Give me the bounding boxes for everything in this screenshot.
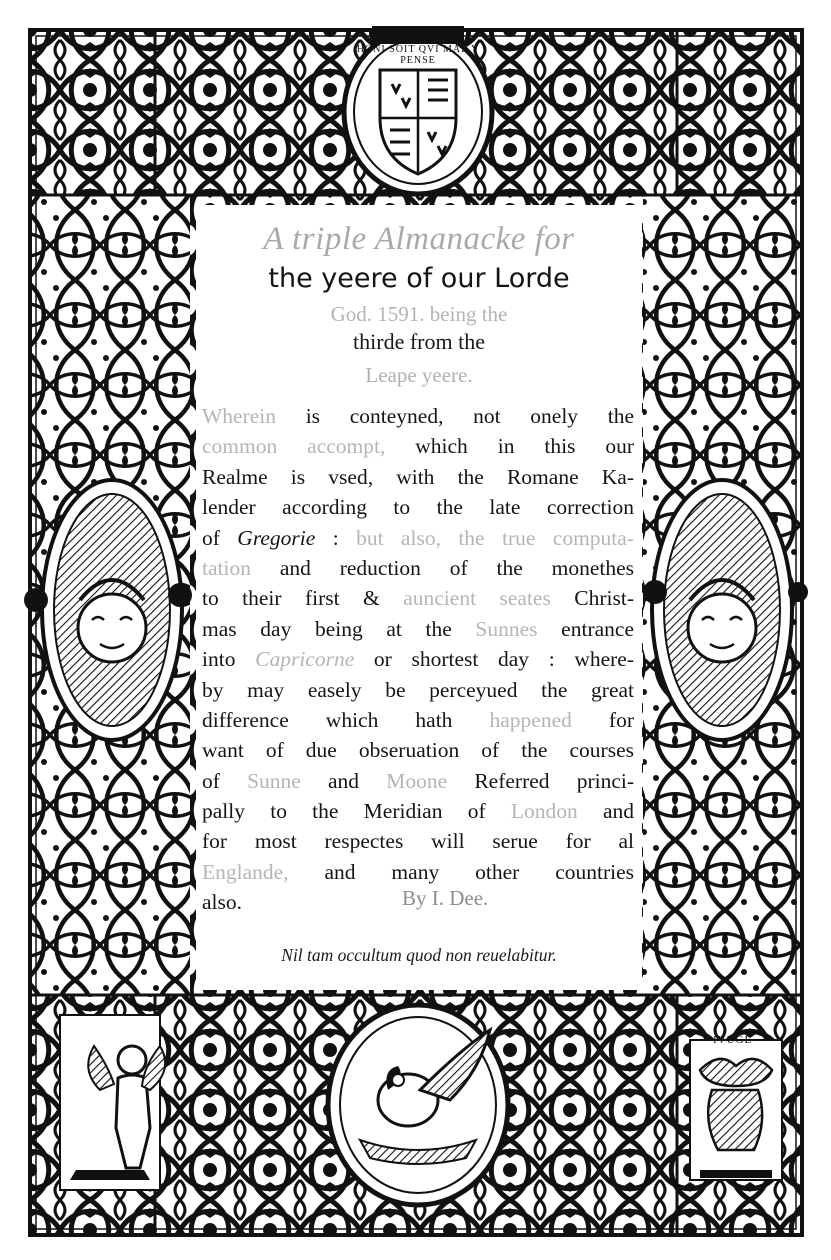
body-text-run: want of due obseruation of the courses — [202, 738, 634, 763]
title-line-5: Leape yeere. — [365, 363, 473, 387]
body-line — [202, 614, 634, 644]
body-text-run: Englande, — [202, 859, 289, 884]
body-text-run: tation — [202, 555, 251, 580]
body-text-run: which in this our — [385, 434, 634, 459]
body-text-run: into — [202, 647, 256, 672]
body-text-run: Realme is vsed, with the Romane Ka- — [202, 464, 634, 489]
body-text-run: happened — [489, 707, 572, 732]
body-text-run: : — [315, 525, 357, 550]
crest-motto: HONI SOIT QVI MAL Y PENSE — [356, 44, 480, 66]
title-line-4: thirde from the — [353, 329, 485, 354]
cherub-panel — [60, 1015, 165, 1190]
body-text-run: to their first & — [202, 586, 404, 611]
body-line — [202, 826, 634, 856]
body-line — [202, 644, 634, 674]
body-text-run: and reduction of the monethes — [250, 555, 634, 580]
body-line — [202, 523, 634, 553]
body-text-run: Sunne — [247, 768, 301, 793]
body-line — [202, 857, 634, 887]
emblem-label: IVUGE — [713, 1034, 753, 1046]
body-text-run: Sunnes — [475, 616, 538, 641]
body-text-run: is conteyned, not onely the — [276, 404, 634, 428]
body-line — [202, 796, 634, 826]
body-line — [202, 766, 634, 796]
right-medallion — [652, 480, 792, 740]
body-text-run: auncient seates — [403, 586, 551, 611]
body-text-run: of — [202, 768, 248, 793]
body-line — [202, 583, 634, 613]
body-line — [202, 401, 634, 431]
text-panel — [196, 205, 642, 990]
body-text-run: mas day being at the — [202, 616, 476, 641]
body-line — [202, 705, 634, 735]
body-text-run: and many other countries — [288, 859, 634, 884]
body-text-run: for — [571, 707, 635, 732]
body-text-run: but also, the true computa- — [356, 525, 634, 550]
title-line-3: God. 1591. being the — [330, 302, 508, 326]
body-text-run: entrance — [537, 616, 634, 641]
body-text-run: London — [510, 799, 578, 824]
title-line-2: the yeere of our Lorde — [268, 263, 570, 294]
body-line — [202, 675, 634, 705]
left-medallion — [42, 480, 182, 740]
tree-emblem — [690, 1040, 782, 1180]
body-text-run: Capricorne — [255, 647, 355, 672]
body-text-run: for most respectes will serue for al — [202, 829, 634, 854]
body-line — [202, 735, 634, 765]
body-text-run: Moone — [386, 768, 448, 793]
body-text-run: Christ- — [550, 586, 634, 611]
body-text-run: Wherein — [202, 404, 277, 428]
body-text-run: pally to the Meridian of — [202, 799, 511, 824]
body-text-run: Gregorie — [237, 525, 316, 550]
body-text-run: of — [202, 525, 238, 550]
body-text-run: lender according to the late correction — [202, 495, 634, 520]
body-line — [202, 462, 634, 492]
latin-motto: Nil tam occultum quod non reuelabitur. — [281, 945, 557, 965]
body-text-run: difference which hath — [202, 707, 490, 732]
body-line — [202, 431, 634, 461]
body-paragraph — [202, 401, 634, 918]
body-text-run: and — [300, 768, 387, 793]
body-line — [202, 492, 634, 522]
pelican-roundel — [328, 1005, 508, 1205]
body-line — [202, 553, 634, 583]
body-text-run: and — [577, 799, 635, 824]
body-text-run: also. — [202, 890, 243, 915]
body-text-run: common accompt, — [202, 434, 386, 459]
author-byline: By I. Dee. — [402, 886, 489, 910]
title-line-1: A triple Almanacke for — [263, 221, 575, 257]
body-text-run: by may easely be perceyued the great — [202, 677, 634, 702]
body-text-run: or shortest day : where- — [354, 647, 634, 672]
body-text-run: Referred princi- — [447, 768, 635, 793]
